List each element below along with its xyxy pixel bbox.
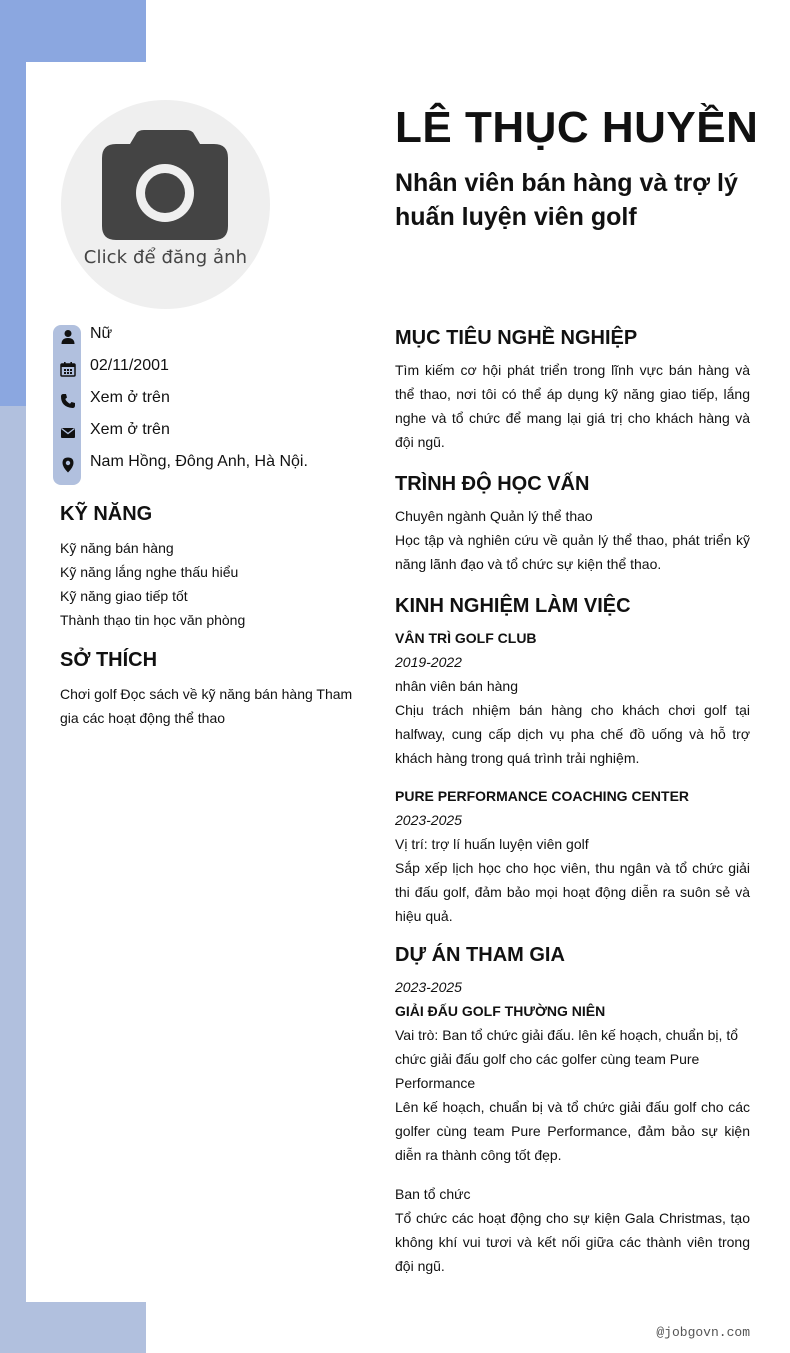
job-entry bbox=[395, 784, 750, 928]
skill-item: Kỹ năng lắng nghe thấu hiểu bbox=[60, 564, 239, 580]
project-name: GIẢI ĐẤU GOLF THƯỜNG NIÊN bbox=[395, 1003, 606, 1019]
objective-section bbox=[395, 327, 750, 454]
photo-caption: Click để đăng ảnh bbox=[83, 247, 248, 268]
objective-title: MỤC TIÊU NGHỀ NGHIỆP bbox=[395, 327, 638, 349]
hobbies-title: SỞ THÍCH bbox=[60, 649, 158, 671]
project-role: Vai trò: Ban tổ chức giải đấu. lên kế hoạch, chuẩn bị, tổ chức giải đấu golf cho các golfer cùng team Pure Performance bbox=[395, 1027, 738, 1091]
experience-section bbox=[395, 595, 750, 928]
candidate-name: LÊ THỤC HUYỀN bbox=[395, 103, 759, 152]
project-description: Lên kế hoạch, chuẩn bị và tổ chức giải đấu golf cho các golfer cùng team Pure Performance, đảm bảo sự kiện diễn ra thành công tốt đẹp. bbox=[395, 1099, 750, 1163]
job-position: nhân viên bán hàng bbox=[395, 678, 518, 694]
person-icon bbox=[60, 329, 76, 345]
education-major: Chuyên ngành Quản lý thể thao bbox=[395, 508, 593, 524]
contact-email bbox=[53, 419, 363, 447]
footer-watermark: @jobgovn.com bbox=[656, 1325, 750, 1340]
job-position: Vị trí: trợ lí huấn luyện viên golf bbox=[395, 836, 589, 852]
job-period: 2023-2025 bbox=[395, 812, 462, 828]
contact-dob bbox=[53, 355, 363, 383]
contact-gender bbox=[53, 323, 363, 351]
photo-upload[interactable] bbox=[61, 100, 270, 309]
project-role-2: Ban tổ chức bbox=[395, 1186, 471, 1202]
project-period: 2023-2025 bbox=[395, 979, 462, 995]
project-description-2: Tổ chức các hoạt động cho sự kiện Gala Christmas, tạo không khí vui tươi và kết nối giữa các thành viên trong đội ngũ. bbox=[395, 1210, 750, 1274]
education-section bbox=[395, 473, 750, 576]
phone-value: Xem ở trên bbox=[90, 389, 170, 406]
location-pin-icon bbox=[60, 457, 76, 473]
job-description: Sắp xếp lịch học cho học viên, thu ngân và tổ chức giải thi đấu golf, đảm bảo mọi hoạt động diễn ra suôn sẻ và hiệu quả. bbox=[395, 860, 750, 924]
objective-text: Tìm kiếm cơ hội phát triển trong lĩnh vực bán hàng và thể thao, nơi tôi có thể áp dụng kỹ năng giao tiếp, lắng nghe và tổ chức để mang lại giá trị cho khách hàng và đội ngũ. bbox=[395, 362, 750, 450]
experience-title: KINH NGHIỆM LÀM VIỆC bbox=[395, 595, 631, 617]
mail-icon bbox=[60, 425, 76, 441]
dob-value: 02/11/2001 bbox=[90, 357, 169, 374]
address-value: Nam Hồng, Đông Anh, Hà Nội. bbox=[90, 453, 308, 470]
job-company: VÂN TRÌ GOLF CLUB bbox=[395, 630, 537, 646]
job-entry bbox=[395, 626, 750, 770]
skill-item: Kỹ năng giao tiếp tốt bbox=[60, 588, 188, 604]
job-description: Chịu trách nhiệm bán hàng cho khách chơi golf tại halfway, cung cấp dịch vụ pha chế đồ uống và hỗ trợ khách hàng trong quá trình trải nghiệm. bbox=[395, 702, 750, 766]
skill-item: Thành thạo tin học văn phòng bbox=[60, 612, 246, 628]
contact-phone bbox=[53, 387, 363, 415]
projects-title: DỰ ÁN THAM GIA bbox=[395, 944, 565, 966]
hobbies-section bbox=[60, 649, 355, 730]
hobbies-text: Chơi golf Đọc sách về kỹ năng bán hàng Tham gia các hoạt động thể thao bbox=[60, 686, 353, 726]
email-value: Xem ở trên bbox=[90, 421, 170, 438]
phone-icon bbox=[60, 393, 76, 409]
contact-address bbox=[53, 451, 363, 479]
gender-value: Nữ bbox=[90, 325, 113, 342]
education-text: Học tập và nghiên cứu về quản lý thể thao, phát triển kỹ năng lãnh đạo và tổ chức sự kiện thể thao. bbox=[395, 532, 750, 572]
education-title: TRÌNH ĐỘ HỌC VẤN bbox=[395, 473, 590, 495]
projects-section bbox=[395, 944, 750, 1278]
job-period: 2019-2022 bbox=[395, 654, 462, 670]
job-company: PURE PERFORMANCE COACHING CENTER bbox=[395, 788, 690, 804]
camera-icon bbox=[102, 130, 228, 240]
calendar-icon bbox=[60, 361, 76, 377]
skills-title: KỸ NĂNG bbox=[60, 503, 153, 525]
skill-item: Kỹ năng bán hàng bbox=[60, 540, 174, 556]
candidate-role: Nhân viên bán hàng và trợ lý huấn luyện viên golf bbox=[395, 169, 738, 231]
skills-section bbox=[60, 503, 355, 632]
